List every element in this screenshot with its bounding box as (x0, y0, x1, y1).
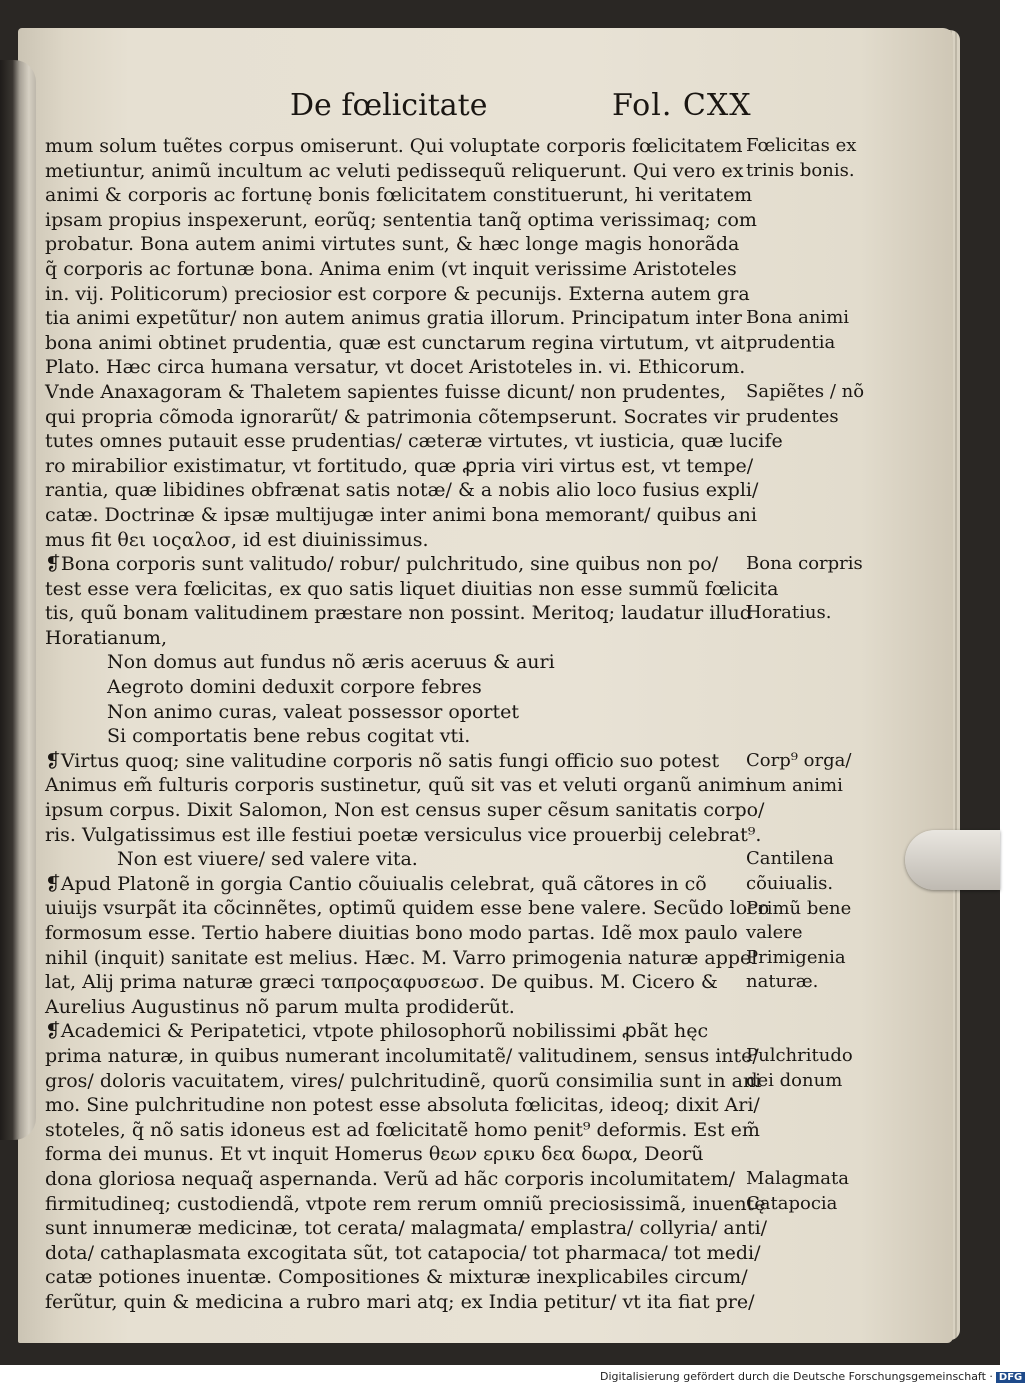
text-line: probatur. Bona autem animi virtutes sunt, & hæc longe magis honorãda (45, 233, 740, 256)
text-line: ro mirabilior existimatur, vt fortitudo, quæ ꝓpria viri virtus est, vt tempe/ (45, 454, 754, 477)
text-line: tutes omnes putauit esse prudentias/ cæteræ virtutes, vt iusticia, quæ lucife (45, 430, 783, 453)
text-line: ❡Apud Platonẽ in gorgia Cantio cõuiualis celebrat, quã cãtores in cõ (45, 872, 707, 895)
text-line: gros/ doloris vacuitatem, vires/ pulchritudinẽ, quorũ consimilia sunt in ani (45, 1069, 762, 1092)
page-clip-marker (905, 830, 1000, 890)
text-line: bona animi obtinet prudentia, quæ est cunctarum regina virtutum, vt ait (45, 331, 746, 354)
credit-text: Digitalisierung gefördert durch die Deutsche Forschungsgemeinschaft · (600, 1370, 993, 1383)
text-line: rantia, quæ libidines obfrænat satis notæ/ & a nobis alio loco fusius expli/ (45, 479, 759, 502)
text-line: animi & corporis ac fortunę bonis fœlicitatem constituerunt, hi veritatem (45, 184, 753, 207)
text-line: ❡Academici & Peripatetici, vtpote philosophorũ nobilissimi ꝓbãt hęc (45, 1020, 709, 1043)
text-line: formosum esse. Tertio habere diuitias bono modo partas. Idẽ mox paulo (45, 922, 738, 944)
text-line: dona gloriosa nequaq̃ aspernanda. Verũ ad hãc corporis incolumitatem/ (45, 1167, 736, 1190)
dfg-logo: DFG (996, 1372, 1025, 1383)
text-line: mo. Sine pulchritudine non potest esse absoluta fœlicitas, ideoq; dixit Ari/ (45, 1094, 760, 1117)
text-line: ris. Vulgatissimus est ille festiui poetæ versiculus vice prouerbij celebrat⁹. (45, 823, 762, 846)
text-line: sunt innumeræ medicinæ, tot cerata/ malagmata/ emplastra/ collyria/ anti/ (45, 1217, 768, 1240)
marginal-note: Bona animi (746, 307, 850, 329)
main-text-block (45, 134, 783, 1315)
marginal-note: Catapocia (746, 1192, 838, 1214)
text-line: Non animo curas, valeat possessor oportet (107, 700, 520, 723)
text-line: forma dei munus. Et vt inquit Homerus θεων ερικυ δεα δωρα, Deorũ (45, 1143, 704, 1166)
running-title: De fœlicitate (290, 88, 488, 123)
marginal-note: Pulchritudo (746, 1045, 853, 1067)
text-line: Vnde Anaxagoram & Thaletem sapientes fuisse dicunt/ non prudentes, (45, 380, 727, 403)
marginal-note: prudentes (746, 405, 839, 427)
text-line: tis, quũ bonam valitudinem præstare non possint. Meritoq; laudatur illud (45, 602, 752, 625)
text-line: catæ. Doctrinæ & ipsæ multijugæ inter animi bona memorant/ quibus ani (45, 503, 757, 526)
text-line: q̃ corporis ac fortunæ bona. Anima enim (vt inquit verissime Aristoteles (45, 257, 737, 280)
text-line: uiuijs vsurpãt ita cõcinnẽtes, optimũ quidem esse bene valere. Secũdo loco (45, 897, 770, 920)
text-line: dota/ cathaplasmata excogitata sũt, tot catapocia/ tot pharmaca/ tot medi/ (45, 1241, 761, 1264)
marginal-note: num animi (746, 774, 843, 796)
text-line: Animus em̃ fulturis corporis sustinetur, quũ sit vas et veluti organũ animi (45, 774, 752, 797)
digitization-credit (600, 1370, 1023, 1384)
text-line: catæ potiones inuentæ. Compositiones & mixturæ inexplicabiles circum/ (45, 1266, 748, 1289)
text-line: Horatianum, (45, 626, 167, 649)
text-line: mus fit θει ιοςαλοσ, id est diuinissimus. (45, 528, 429, 551)
text-line: tia animi expetũtur/ non autem animus gratia illorum. Principatum inter (45, 307, 742, 330)
text-line: ❡Bona corporis sunt valitudo/ robur/ pulchritudo, sine quibus non po/ (45, 553, 719, 576)
text-line: prima naturæ, in quibus numerant incolumitatẽ/ valitudinem, sensus inte/ (45, 1044, 759, 1067)
text-line: test esse vera fœlicitas, ex quo satis liquet diuitias non esse summũ fœlicita (45, 577, 779, 600)
text-line: ipsam propius inspexerunt, eorũq; sententia tanq̃ optima verissimaq; com (45, 208, 757, 231)
text-line: nihil (inquit) sanitate est melius. Hæc. M. Varro primogenia naturæ appel (45, 946, 758, 969)
text-line: ❡Virtus quoq; sine valitudine corporis nõ satis fungi officio suo potest (45, 749, 720, 772)
text-line: firmitudineq; custodiendã, vtpote rem rerum omniũ preciosissimã, inuentę (45, 1192, 766, 1215)
marginal-note: Malagmata (746, 1168, 849, 1190)
text-line: Si comportatis bene rebus cogitat vti. (107, 725, 471, 748)
text-line: metiuntur, animũ incultum ac veluti pedissequũ reliquerunt. Qui vero ex (45, 159, 744, 182)
text-line: in. vij. Politicorum) preciosior est corpore & pecunijs. Externa autem gra (45, 282, 750, 305)
text-line: ipsum corpus. Dixit Salomon, Non est census super cẽsum sanitatis corpo/ (45, 799, 765, 822)
marginal-note: Cantilena (746, 848, 834, 870)
folio-number: Fol. CXX (612, 88, 752, 123)
text-line: Plato. Hæc circa humana versatur, vt docet Aristoteles in. vi. Ethicorum. (45, 356, 746, 379)
marginal-note: Horatius. (746, 602, 832, 624)
text-line: Aegroto domini deduxit corpore febres (107, 676, 482, 699)
text-line: mum solum tuẽtes corpus omiserunt. Qui voluptate corporis fœlicitatem (45, 135, 743, 157)
text-line: Non est viuere/ sed valere vita. (117, 848, 418, 871)
text-line: stoteles, q̃ nõ satis idoneus est ad fœlicitatẽ homo penit⁹ deformis. Est em̃ (45, 1118, 760, 1141)
text-line: ferũtur, quin & medicina a rubro mari atq; ex India petitur/ vt ita fiat pre/ (45, 1290, 755, 1313)
marginal-note: prudentia (746, 331, 836, 353)
marginal-note: valere (746, 922, 803, 944)
marginal-note: Primũ bene (746, 897, 852, 919)
text-line: lat, Alij prima naturæ græci ταπροςαφυσεωσ. De quibus. M. Cicero & (45, 971, 718, 994)
text-line: qui propria cõmoda ignorarũt/ & patrimonia cõtempserunt. Socrates vir (45, 405, 740, 428)
marginal-note: Primigenia (746, 946, 846, 968)
marginal-note: cõuiualis. (746, 873, 834, 894)
marginal-note: naturæ. (746, 971, 819, 993)
text-line: Non domus aut fundus nõ æris aceruus & auri (107, 651, 555, 674)
running-header (290, 88, 770, 128)
marginal-note: trinis bonis. (746, 159, 855, 181)
marginal-note: Sapiẽtes / nõ (746, 381, 865, 402)
text-line: Aurelius Augustinus nõ parum multa prodiderũt. (45, 995, 515, 1018)
book-spine-curl (0, 60, 36, 1140)
marginal-note: Bona corpris (746, 553, 863, 575)
marginal-note: dei donum (746, 1069, 843, 1091)
marginal-note: Fœlicitas ex (746, 135, 857, 156)
marginal-note: Corp⁹ orga/ (746, 750, 852, 771)
